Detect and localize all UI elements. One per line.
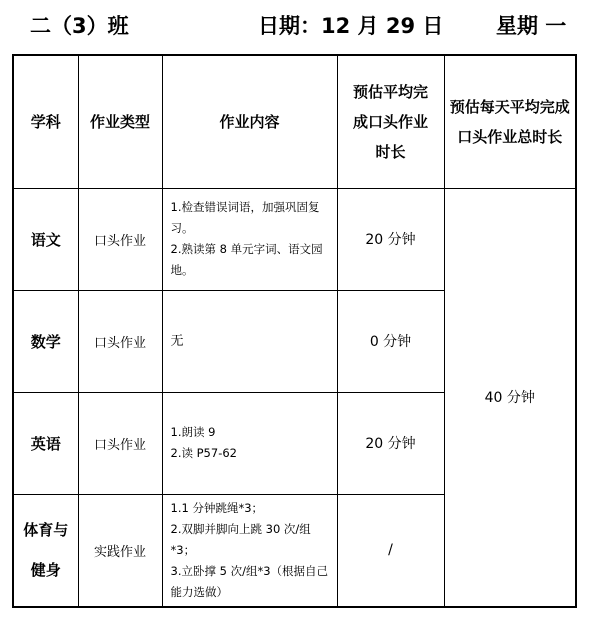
- column-header-content: 作业内容: [162, 55, 337, 188]
- content-item: 1.检查错误词语，加强巩固复习。: [170, 200, 320, 235]
- type-cell: 口头作业: [78, 290, 162, 392]
- subject-line: 健身: [30, 561, 61, 580]
- subject-cell: [13, 494, 78, 607]
- total-time-cell: 40 分钟: [444, 188, 576, 607]
- time-cell: 0 分钟: [337, 290, 444, 392]
- subject-cell: 语文: [13, 188, 78, 290]
- total-time-header-line: 预估每天平均完成: [449, 97, 570, 116]
- page-header: [0, 6, 589, 42]
- content-cell: [162, 392, 337, 494]
- content-cell: [162, 494, 337, 607]
- content-cell: [162, 188, 337, 290]
- type-cell: 实践作业: [78, 494, 162, 607]
- content-cell: [162, 290, 337, 392]
- content-item: 1.朗读 9: [170, 425, 216, 439]
- class-title: 二（3）班: [30, 14, 129, 38]
- type-cell: 口头作业: [78, 188, 162, 290]
- content-item: 2.读 P57-62: [170, 446, 237, 460]
- total-time-header-line: 口头作业总时长: [457, 127, 563, 146]
- column-header-total-time: [444, 55, 576, 188]
- table-row: [13, 188, 576, 290]
- content-item: 2.熟读第 8 单元字词、语文园地。: [170, 242, 323, 277]
- column-header-type: 作业类型: [78, 55, 162, 188]
- date-label: 日期：12 月 29 日: [258, 14, 444, 38]
- table-header-row: [13, 55, 576, 188]
- time-cell: /: [337, 494, 444, 607]
- subject-line: 体育与: [23, 521, 69, 540]
- column-header-subject: 学科: [13, 55, 78, 188]
- weekday-label: 星期 一: [496, 14, 567, 38]
- homework-table: [12, 54, 577, 608]
- type-cell: 口头作业: [78, 392, 162, 494]
- avg-time-header-line: 成口头作业: [352, 112, 428, 131]
- time-cell: 20 分钟: [337, 392, 444, 494]
- subject-cell: 数学: [13, 290, 78, 392]
- content-item: 1.1 分钟跳绳*3；: [170, 500, 264, 515]
- column-header-avg-time: [337, 55, 444, 188]
- content-item: 无: [170, 333, 184, 349]
- avg-time-header-line: 预估平均完: [352, 82, 428, 101]
- content-item: 2.双脚并脚向上跳 30 次/组*3；: [170, 521, 311, 557]
- avg-time-header-line: 时长: [375, 142, 406, 161]
- subject-cell: 英语: [13, 392, 78, 494]
- content-item: 3.立卧撑 5 次/组*3（根据自己能力选做）: [170, 563, 329, 599]
- time-cell: 20 分钟: [337, 188, 444, 290]
